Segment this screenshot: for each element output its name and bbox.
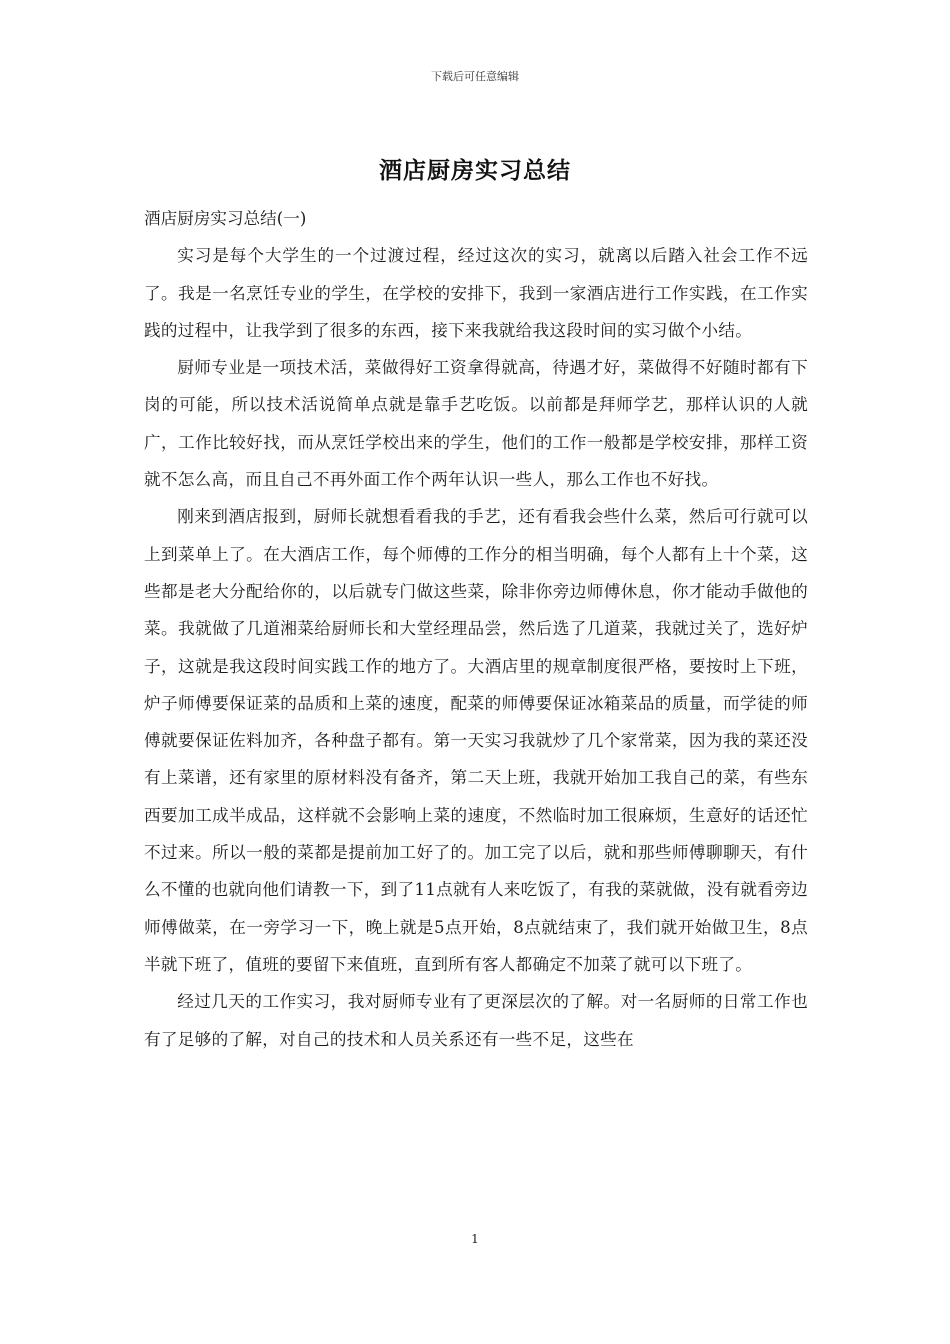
document-body — [144, 200, 808, 1058]
document-title: 酒店厨房实习总结 — [379, 157, 571, 184]
paragraph-1: 实习是每个大学生的一个过渡过程，经过这次的实习，就离以后踏入社会工作不远了。我是一名烹饪专业的学生，在学校的安排下，我到一家酒店进行工作实践，在工作实践的过程中，让我学到了很多的东西，接下来我就给我这段时间的实习做个小结。 — [144, 246, 808, 340]
page-header-note: 下载后可任意编辑 — [431, 70, 519, 83]
paragraph-4: 经过几天的工作实习，我对厨师专业有了更深层次的了解。对一名厨师的日常工作也有了足够的了解，对自己的技术和人员关系还有一些不足，这些在 — [144, 992, 808, 1049]
paragraph-2: 厨师专业是一项技术活，菜做得好工资拿得就高，待遇才好，菜做得不好随时都有下岗的可能，所以技术活说简单点就是靠手艺吃饭。以前都是拜师学艺，那样认识的人就广，工作比较好找，而从烹饪学校出来的学生，他们的工作一般都是学校安排，那样工资就不怎么高，而且自己不再外面工作个两年认识一些人，那么工作也不好找。 — [144, 358, 808, 490]
paragraph-3: 刚来到酒店报到，厨师长就想看看我的手艺，还有看我会些什么菜，然后可行就可以上到菜单上了。在大酒店工作，每个师傅的工作分的相当明确，每个人都有上十个菜，这些都是老大分配给你的，以后就专门做这些菜，除非你旁边师傅休息，你才能动手做他的菜。我就做了几道湘菜给厨师长和大堂经理品尝，然后选了几道菜，我就过关了，选好炉子，这就是我这段时间实践工作的地方了。大酒店里的规章制度很严格，要按时上下班，炉子师傅要保证菜的品质和上菜的速度，配菜的师傅要保证冰箱菜品的质量，而学徒的师傅就要保证佐料加齐，各种盘子都有。第一天实习我就炒了几个家常菜，因为我的菜还没有上菜谱，还有家里的原材料没有备齐，第二天上班，我就开始加工我自己的菜，有些东西要加工成半成品，这样就不会影响上菜的速度，不然临时加工很麻烦，生意好的话还忙不过来。所以一般的菜都是提前加工好了的。加工完了以后，就和那些师傅聊聊天，有什么不懂的也就向他们请教一下，到了11点就有人来吃饭了，有我的菜就做，没有就看旁边师傅做菜，在一旁学习一下，晚上就是5点开始，8点就结束了，我们就开始做卫生，8点半就下班了，值班的要留下来值班，直到所有客人都确定不加菜了就可以下班了。 — [144, 507, 808, 974]
page-number: 1 — [471, 1232, 479, 1246]
section-subtitle: 酒店厨房实习总结(一) — [144, 209, 307, 228]
